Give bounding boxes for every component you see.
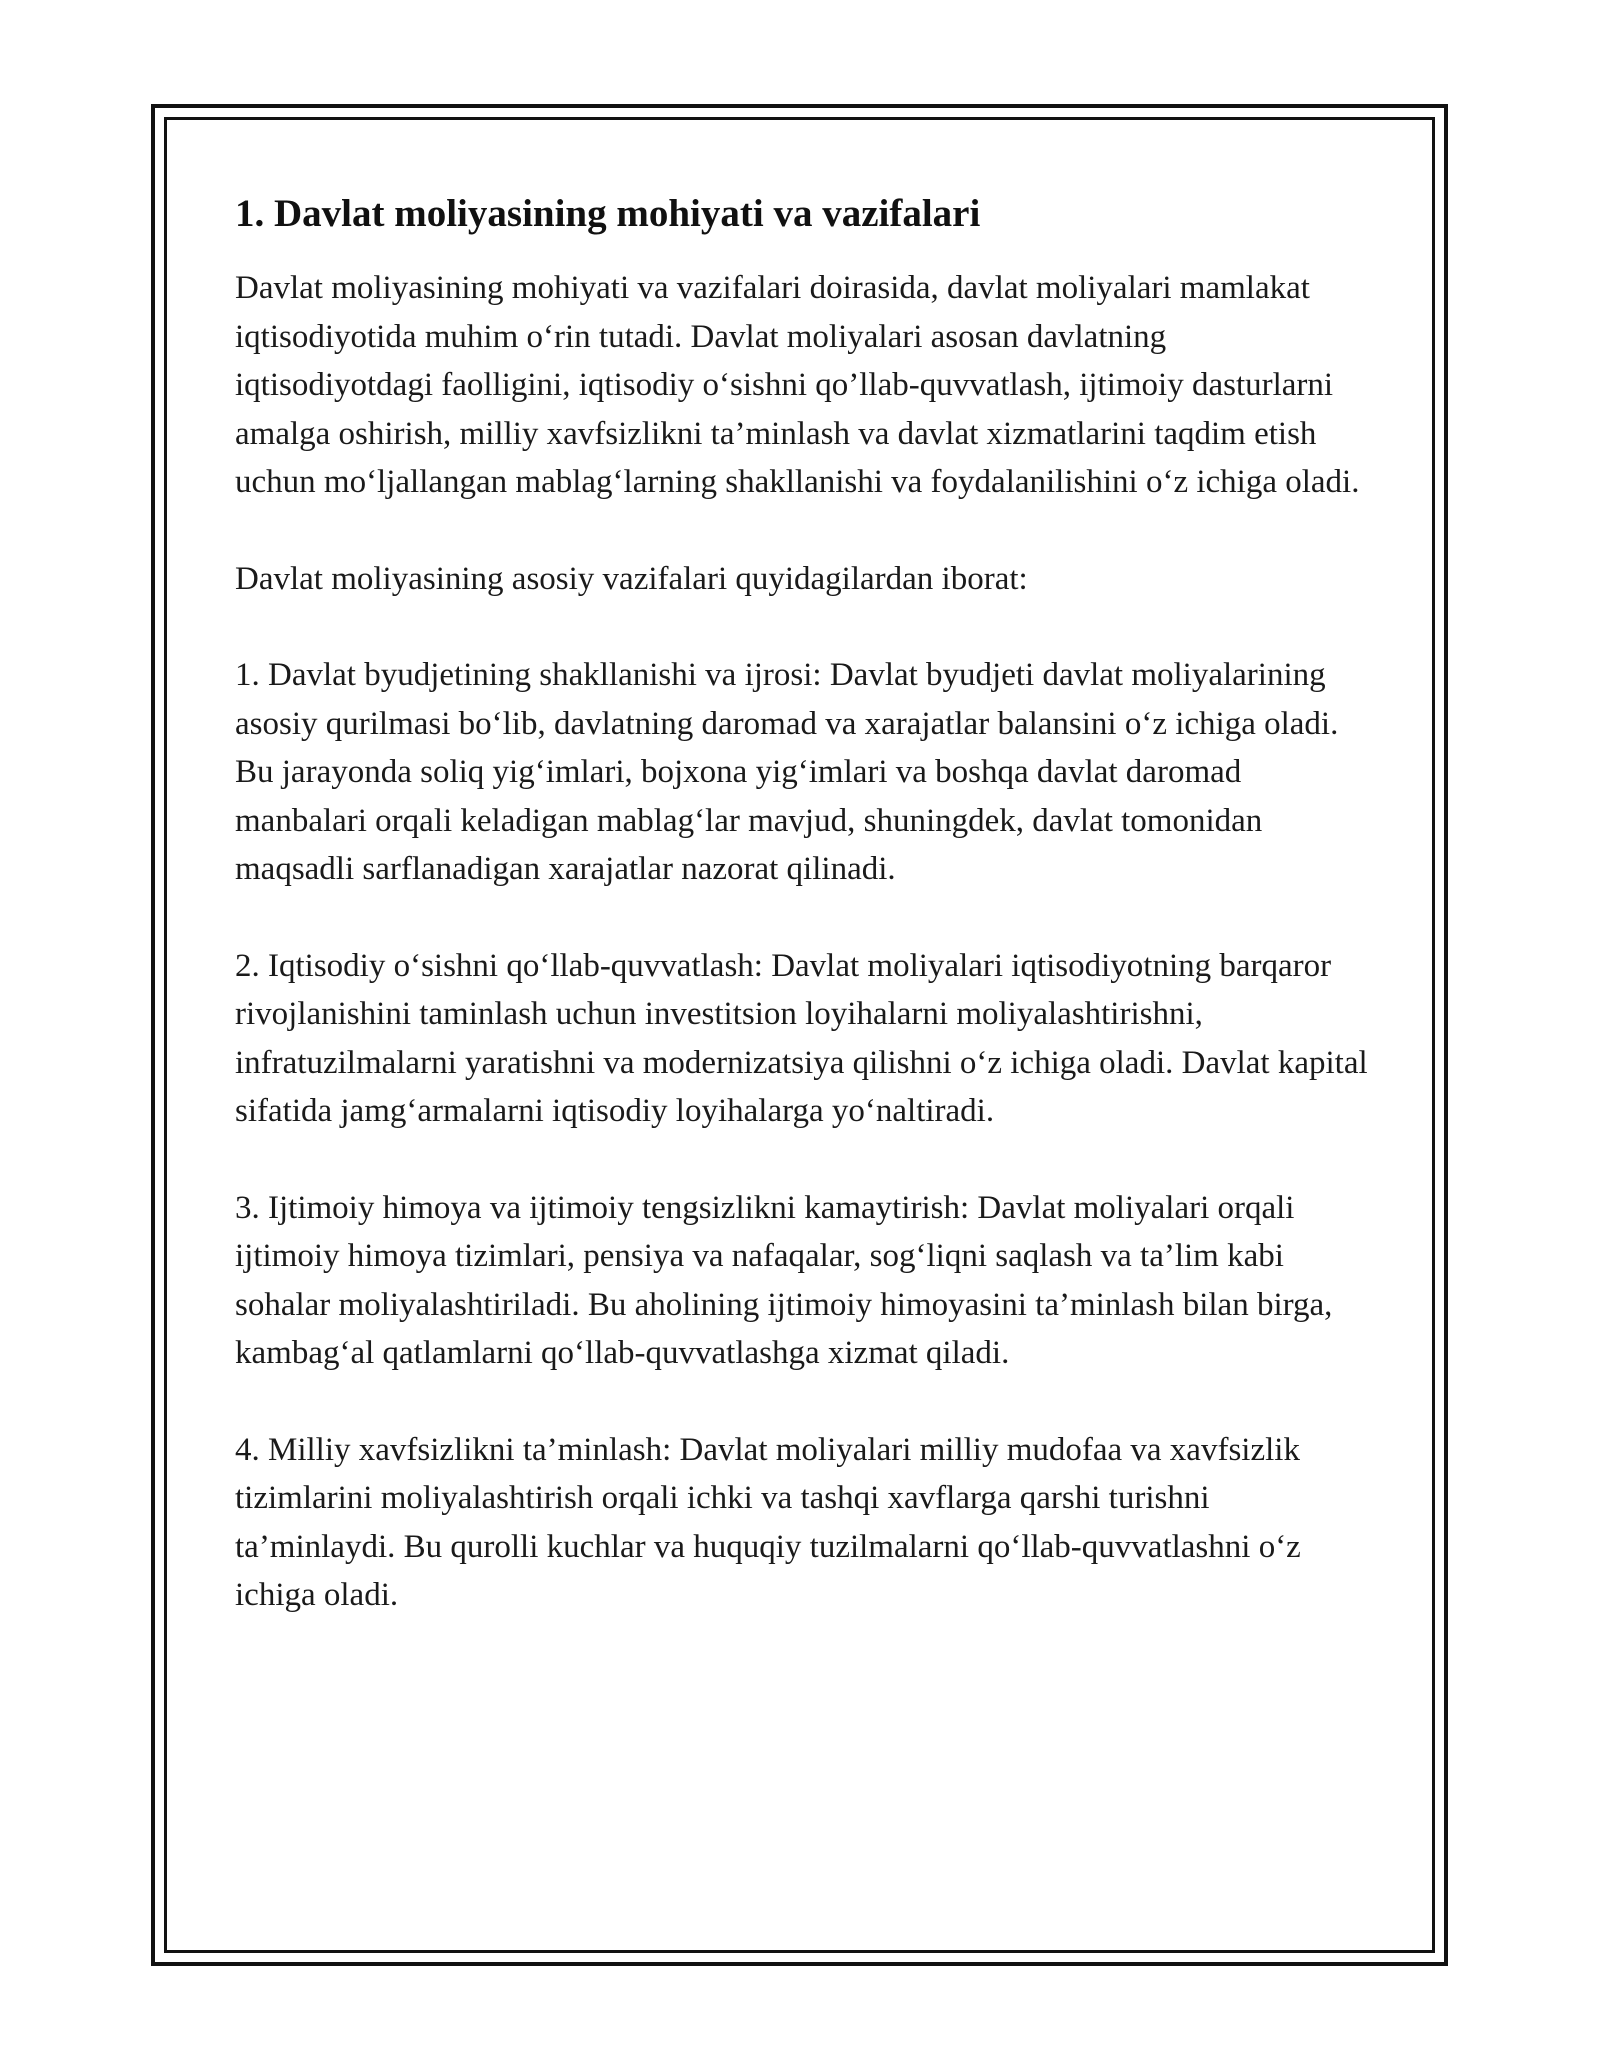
document-body <box>235 188 1370 1668</box>
intro-paragraph: Davlat moliyasining mohiyati va vazifalari doirasida, davlat moliyalari mamlakat iqtisodiyotida muhim o‘rin tutadi. Davlat moliyalari asosan davlatning iqtisodiyotdagi faolligini, iqtisodiy o‘sishni qo’llab-quvvatlash, ijtimoiy dasturlarni amalga oshirish, milliy xavfsizlikni ta’minlash va davlat xizmatlarini taqdim etish uchun mo‘ljallangan mablag‘larning shakllanishi va foydalanilishini o‘z ichiga oladi. <box>235 270 1360 500</box>
task-item-3: 3. Ijtimoiy himoya va ijtimoiy tengsizlikni kamaytirish: Davlat moliyalari orqali ijtimoiy himoya tizimlari, pensiya va nafaqalar, sog‘liqni saqlash va ta’lim kabi sohalar moliyalashtiriladi. Bu aholining ijtimoiy himoyasini ta’minlash bilan birga, kambag‘al qatlamlarni qo‘llab-quvvatlashga xizmat qiladi. <box>235 1189 1333 1371</box>
tasks-intro-paragraph: Davlat moliyasining asosiy vazifalari quyidagilardan iborat: <box>235 560 1028 597</box>
page-title: 1. Davlat moliyasining mohiyati va vazifalari <box>235 192 981 235</box>
task-item-1: 1. Davlat byudjetining shakllanishi va ijrosi: Davlat byudjeti davlat moliyalarining asosiy qurilmasi bo‘lib, davlatning daromad va xarajatlar balansini o‘z ichiga oladi. Bu jarayonda soliq yig‘imlari, bojxona yig‘imlari va boshqa davlat daromad manbalari orqali keladigan mablag‘lar mavjud, shuningdek, davlat tomonidan maqsadli sarflanadigan xarajatlar nazorat qilinadi. <box>235 657 1339 887</box>
task-item-2: 2. Iqtisodiy o‘sishni qo‘llab-quvvatlash: Davlat moliyalari iqtisodiyotning barqaror rivojlanishini taminlash uchun investitsion loyihalarni moliyalashtirishni, infratuzilmalarni yaratishni va modernizatsiya qilishni o‘z ichiga oladi. Davlat kapital sifatida jamg‘armalarni iqtisodiy loyihalarga yo‘naltiradi. <box>235 947 1368 1129</box>
task-item-4: 4. Milliy xavfsizlikni ta’minlash: Davlat moliyalari milliy mudofaa va xavfsizlik tizimlarini moliyalashtirish orqali ichki va tashqi xavflarga qarshi turishni ta’minlaydi. Bu qurolli kuchlar va huquqiy tuzilmalarni qo‘llab-quvvatlashni o‘z ichiga oladi. <box>235 1431 1301 1613</box>
